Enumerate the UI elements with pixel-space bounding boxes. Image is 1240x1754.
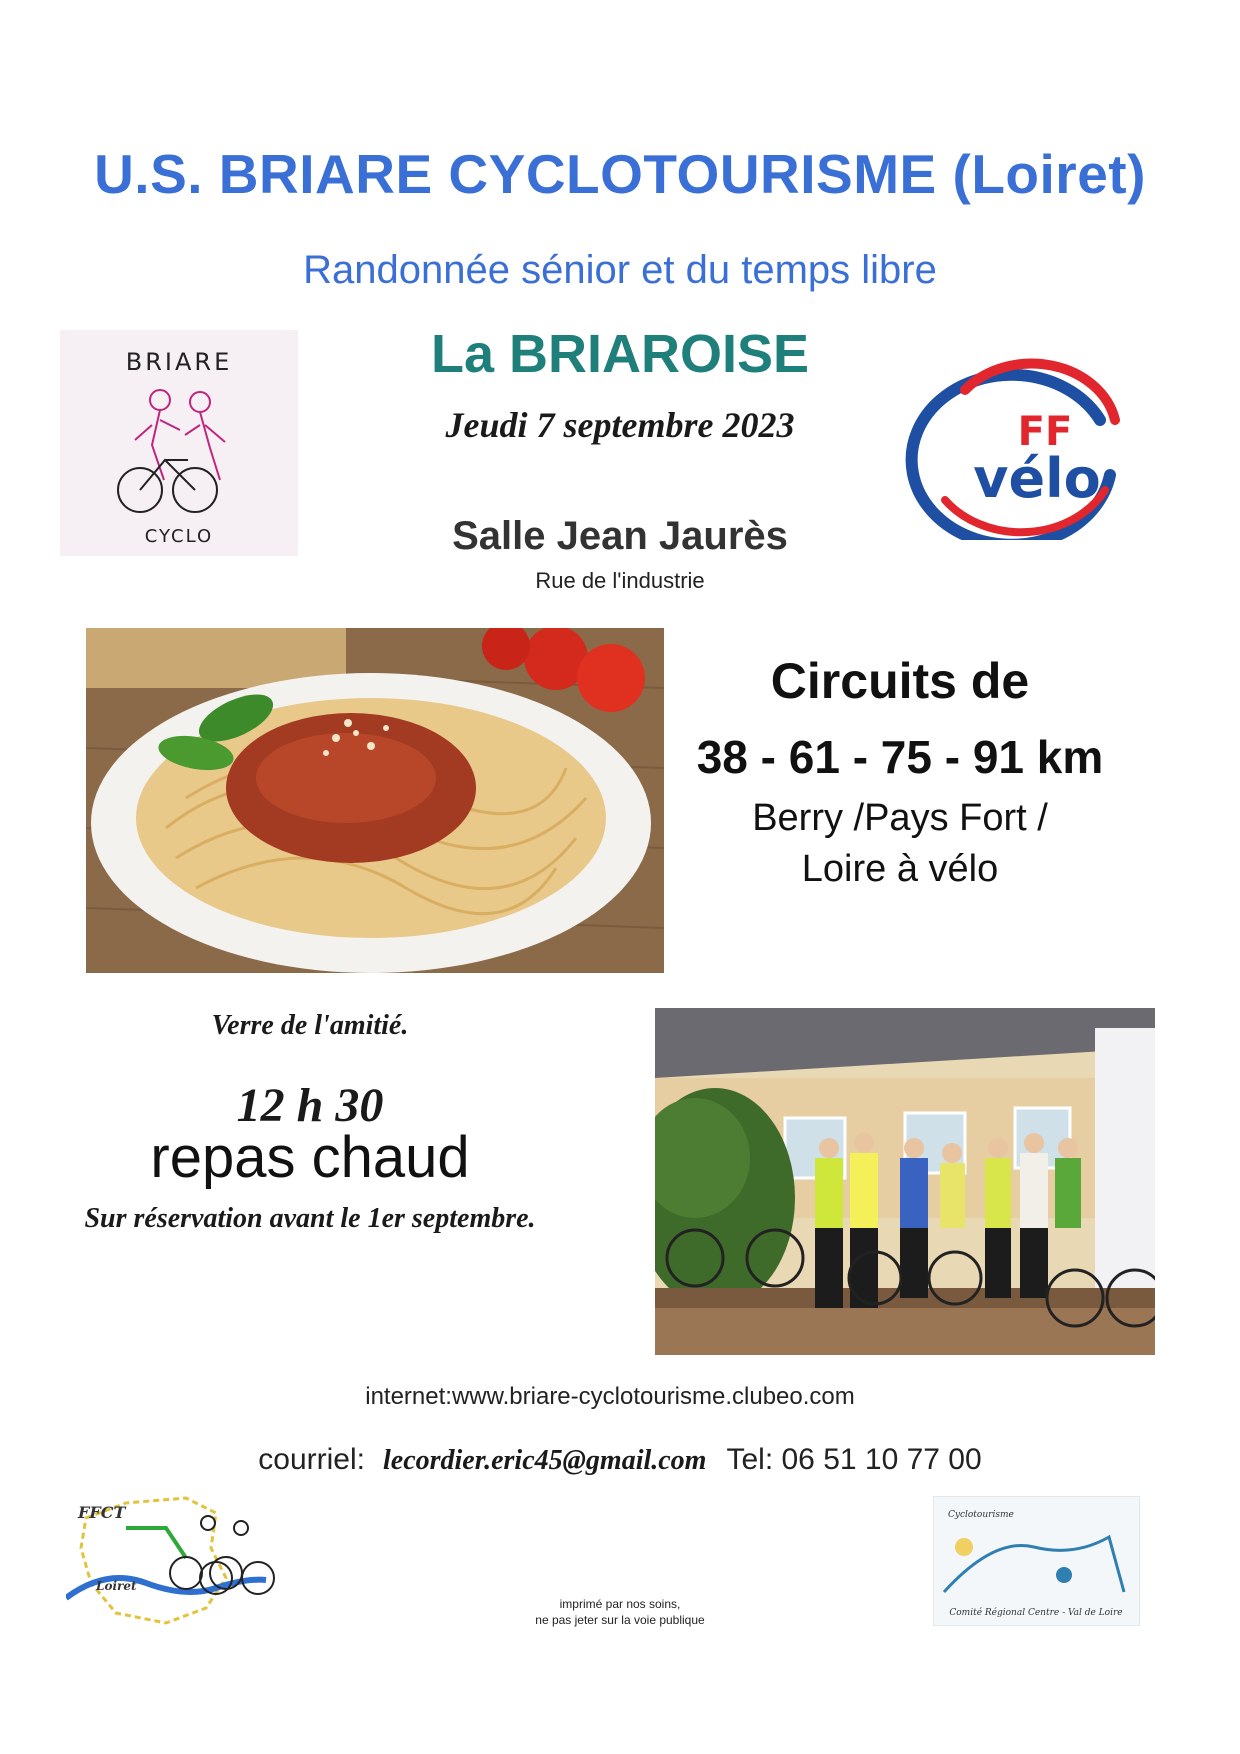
briare-logo-bottom-text: CYCLO: [144, 526, 214, 547]
phone-number: Tel: 06 51 10 77 00: [726, 1443, 982, 1476]
meal-time: 12 h 30: [236, 1079, 384, 1132]
website-text: internet:www.briare-cyclotourisme.clubeo.com: [365, 1383, 855, 1410]
circuits-region-line-2: Loire à vélo: [801, 848, 999, 890]
briare-cyclo-logo: [60, 330, 298, 556]
email-address: lecordier.eric45@gmail.com: [383, 1445, 707, 1476]
circuits-distances: 38 - 61 - 75 - 91 km: [696, 731, 1104, 783]
comite-regional-logo: [933, 1496, 1140, 1626]
event-date: Jeudi 7 septembre 2023: [445, 405, 795, 445]
event-street: Rue de l'industrie: [535, 568, 705, 593]
email-label: courriel:: [258, 1443, 365, 1476]
ffvelo-logo: [905, 350, 1140, 540]
footnote-line-1: imprimé par nos soins,: [559, 1597, 681, 1611]
meal-label: repas chaud: [150, 1125, 470, 1190]
reservation-text: Sur réservation avant le 1er septembre.: [84, 1203, 536, 1234]
circuits-region-line-1: Berry /Pays Fort /: [752, 797, 1048, 839]
page-subtitle: Randonnée sénior et du temps libre: [303, 248, 937, 292]
event-name: La BRIAROISE: [430, 324, 810, 384]
print-footnote: [400, 1596, 840, 1628]
event-venue: Salle Jean Jaurès: [452, 514, 788, 558]
cyclists-group-photo: [655, 1008, 1155, 1355]
ffct-logo-bottom-text: Loiret: [96, 1579, 137, 1593]
ffvelo-logo-top-text: FF: [1017, 409, 1073, 455]
briare-logo-top-text: BRIARE: [125, 348, 233, 376]
circuits-title: Circuits de: [770, 653, 1030, 709]
region-logo-top-text: Cyclotourisme: [948, 1510, 1014, 1520]
contact-line: [0, 1443, 1240, 1477]
verre-amitie-text: Verre de l'amitié.: [211, 1010, 409, 1041]
footnote-line-2: ne pas jeter sur la voie publique: [535, 1613, 705, 1627]
page-title: U.S. BRIARE CYCLOTOURISME (Loiret): [94, 143, 1146, 205]
ffvelo-logo-bottom-text: vélo: [973, 447, 1101, 510]
spaghetti-photo: [86, 628, 664, 973]
ffct-loiret-logo: [66, 1488, 278, 1630]
ffct-logo-top-text: FFCT: [78, 1503, 126, 1522]
region-logo-bottom-text: Comité Régional Centre - Val de Loire: [949, 1608, 1123, 1618]
